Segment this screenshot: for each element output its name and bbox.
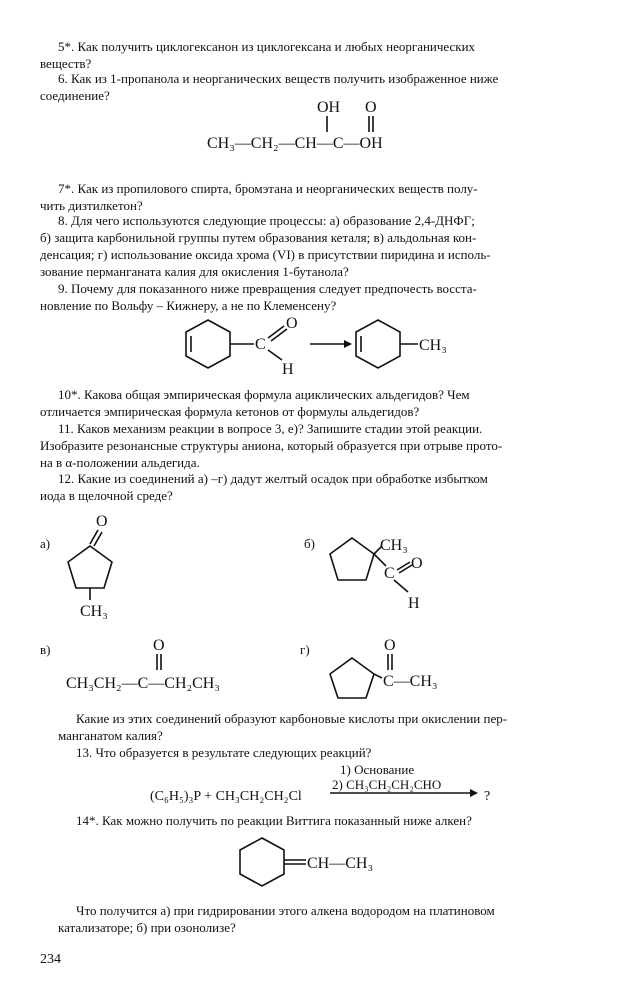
question-5-line-2: веществ? xyxy=(40,56,92,71)
compound-v xyxy=(64,634,284,694)
option-g-label: г) xyxy=(300,642,310,657)
question-8-line-4: зование перманганата калия для окисления 1-бутанола? xyxy=(40,264,349,279)
option-v-label: в) xyxy=(40,642,51,657)
oh-label: OH xyxy=(317,99,341,116)
option-b-label: б) xyxy=(304,536,315,551)
alkene-formula: CH—CH₃ xyxy=(307,855,374,872)
question-14-line-1: 14*. Как можно получить по реакции Виттига показанный ниже алкен? xyxy=(76,813,472,828)
propanoic-structure xyxy=(205,96,465,166)
compound-b-o: O xyxy=(411,555,423,572)
compound-v-formula: CH₃CH₂—C—CH₂CH₃ xyxy=(66,675,220,692)
compound-b xyxy=(322,530,462,640)
question-9-line-1: 9. Почему для показанного ниже превращения следует предпочесть восста- xyxy=(58,281,477,296)
page-number: 234 xyxy=(40,952,61,967)
question-7-line-1: 7*. Как из пропилового спирта, бромэтана и неорганических веществ полу- xyxy=(58,181,478,196)
question-13 xyxy=(76,744,598,761)
reaction-13-condition-1: 1) Основание xyxy=(340,762,415,777)
question-7-line-2: чить дизтилкетон? xyxy=(40,198,143,213)
question-12-followup-line-2: манганатом калия? xyxy=(58,728,163,743)
question-8-line-2: б) защита карбонильной группы путем образования кеталя; в) альдольная кон- xyxy=(40,230,477,245)
question-11-line-3: на в α-положении альдегида. xyxy=(40,455,200,470)
compound-g xyxy=(322,634,482,704)
question-11 xyxy=(40,420,598,471)
question-8 xyxy=(40,212,598,280)
aldehyde-o: O xyxy=(286,315,298,332)
compound-b-c: C xyxy=(384,565,395,582)
compound-b-ch3: CH₃ xyxy=(380,537,408,554)
reaction-13-reactants: (C₆H₅)₃P + CH₃CH₂CH₂Cl xyxy=(150,789,302,804)
question-14-followup xyxy=(58,902,598,936)
compound-g-o: O xyxy=(384,637,396,654)
question-11-line-2: Изобразите резонансные структуры аниона, который образуется при отрыве прото- xyxy=(40,438,503,453)
question-5-line-1: 5*. Как получить циклогексанон из циклогексана и любых неорганических xyxy=(58,39,476,54)
compound-a-ch3: CH₃ xyxy=(80,603,108,620)
question-12 xyxy=(40,470,598,504)
wolff-kishner-scheme xyxy=(186,312,486,382)
question-6-line-1: 6. Как из 1-пропанола и неорганических веществ получить изображенное ниже xyxy=(58,71,499,86)
propanoic-formula: CH₃—CH₂—CH—C—OH xyxy=(207,135,383,152)
question-10-line-1: 10*. Какова общая эмпирическая формула ациклических альдегидов? Чем xyxy=(58,387,470,402)
compound-a xyxy=(60,508,160,618)
aldehyde-h: H xyxy=(282,361,294,378)
o-label: O xyxy=(365,99,377,116)
reaction-13-product: ? xyxy=(484,789,491,804)
question-14-followup-line-1: Что получится а) при гидрировании этого алкена водородом на платиновом xyxy=(76,903,495,918)
compound-g-formula: C—CH₃ xyxy=(383,673,438,690)
methyl-label: CH₃ xyxy=(419,337,447,354)
question-10-line-2: отличается эмпирическая формула кетонов от формулы альдегидов? xyxy=(40,404,420,419)
compound-a-o: O xyxy=(96,513,108,530)
question-10 xyxy=(40,386,598,420)
question-7 xyxy=(40,180,598,214)
reaction-13-condition-2: 2) CH₃CH₂CH₂CHO xyxy=(332,777,442,792)
question-12-followup-line-1: Какие из этих соединений образуют карбоновые кислоты при окислении пер- xyxy=(76,711,508,726)
question-8-line-3: денсация; г) использование оксида хрома (VI) в присутствии пиридина и исполь- xyxy=(40,247,491,262)
aldehyde-c: C xyxy=(255,336,266,353)
alkene-structure xyxy=(240,832,440,902)
question-12-line-1: 12. Какие из соединений а) –г) дадут желтый осадок при обработке избытком xyxy=(58,471,488,486)
question-6-line-2: соединение? xyxy=(40,88,110,103)
compound-v-o: O xyxy=(153,637,165,654)
question-8-line-1: 8. Для чего используются следующие процессы: а) образование 2,4-ДНФГ; xyxy=(58,213,475,228)
question-12-line-2: иода в щелочной среде? xyxy=(40,488,173,503)
question-9-line-2: новление по Вольфу – Кижнеру, а не по Клеменсену? xyxy=(40,298,337,313)
option-a-label: а) xyxy=(40,536,51,551)
question-11-line-1: 11. Каков механизм реакции в вопросе 3, е)? Запишите стадии этой реакции. xyxy=(58,421,483,436)
reaction-13 xyxy=(148,760,548,810)
question-13-line-1: 13. Что образуется в результате следующих реакций? xyxy=(76,745,372,760)
question-14-followup-line-2: катализаторе; б) при озонолизе? xyxy=(58,920,236,935)
question-5 xyxy=(40,38,598,72)
question-9 xyxy=(40,280,598,314)
question-14 xyxy=(76,812,598,829)
compound-b-h: H xyxy=(408,595,420,612)
question-12-followup xyxy=(58,710,598,744)
